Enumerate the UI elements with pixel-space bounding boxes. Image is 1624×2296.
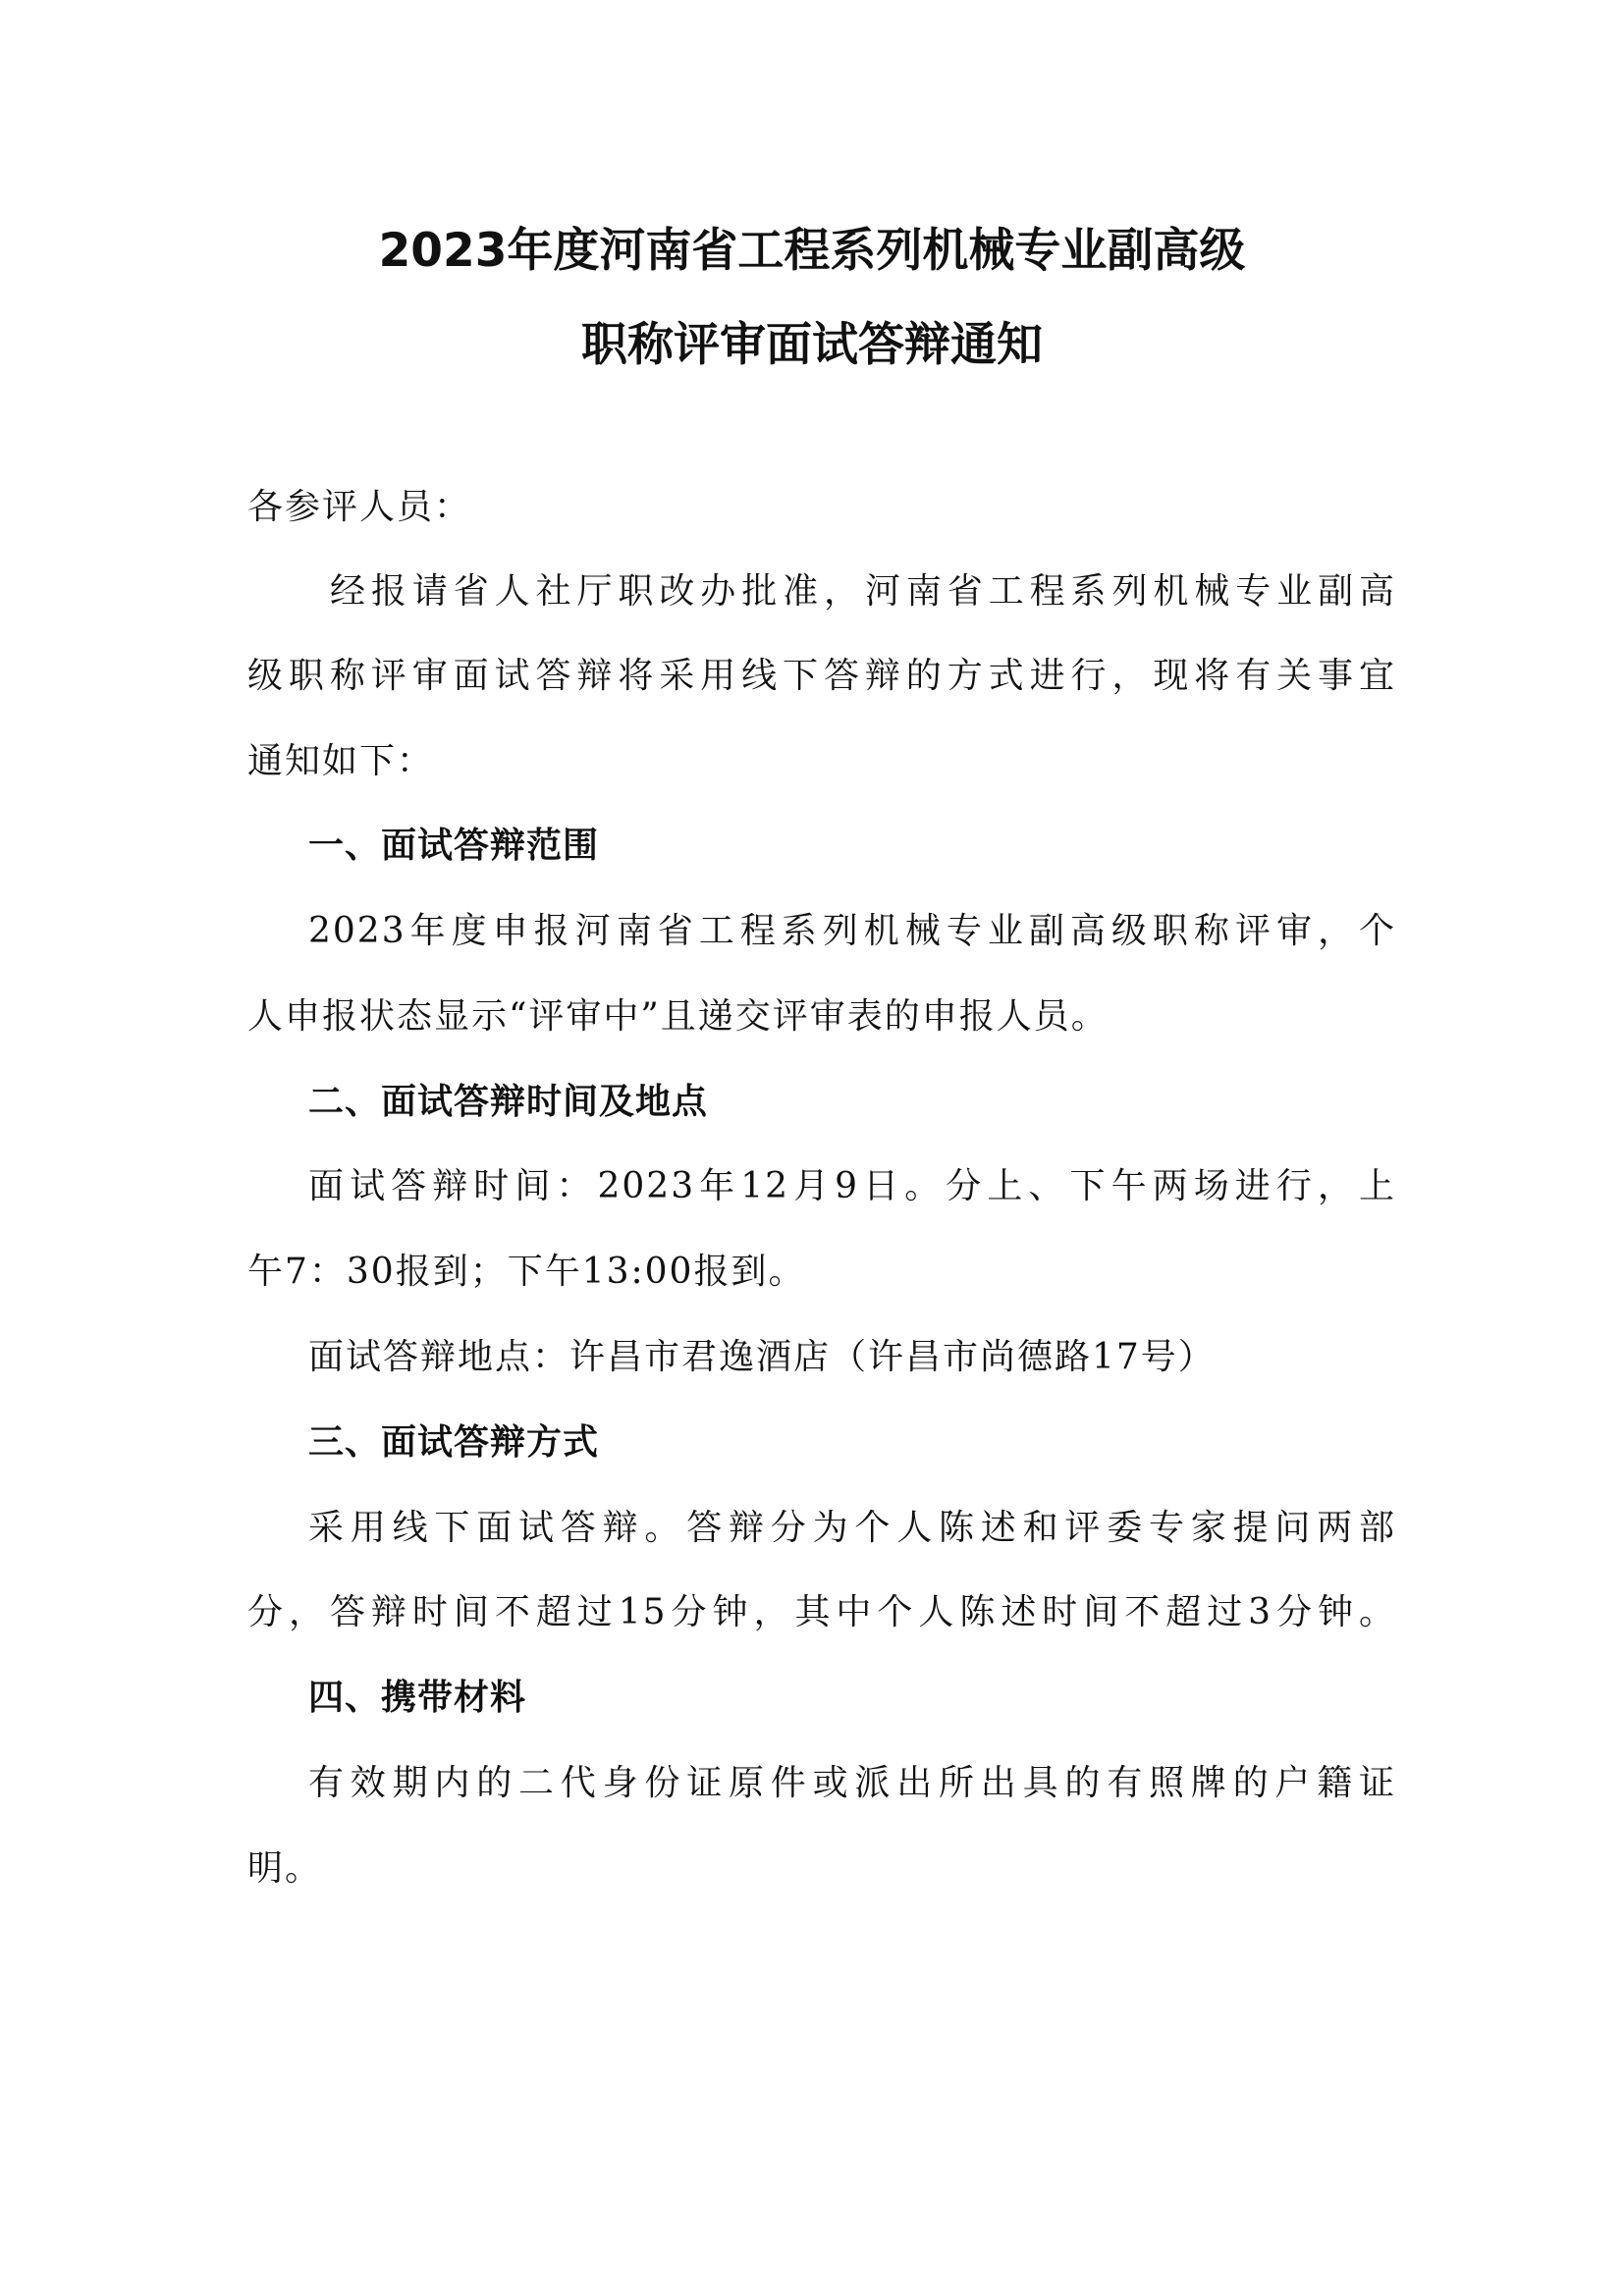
- document-title: [0, 204, 1624, 393]
- section-heading-materials: 四、携带材料: [308, 1678, 527, 1718]
- time-line-1: 面试答辩时间：2023年12月9日。分上、下午两场进行，上: [308, 1166, 1396, 1206]
- intro-line-3: 通知如下：: [247, 741, 435, 781]
- section-heading-method: 三、面试答辩方式: [308, 1422, 600, 1463]
- scope-line-1: 2023年度申报河南省工程系列机械专业副高级职称评审，个: [308, 911, 1396, 951]
- title-line-2: 职称评审面试答辩通知: [581, 318, 1043, 372]
- salutation: 各参评人员：: [247, 487, 472, 527]
- intro-line-1: 经报请省人社厅职改办批准，河南省工程系列机械专业副高: [330, 571, 1396, 612]
- section-heading-scope: 一、面试答辩范围: [308, 826, 600, 866]
- intro-line-2: 级职称评审面试答辩将采用线下答辩的方式进行，现将有关事宜: [247, 656, 1396, 696]
- materials-line-1: 有效期内的二代身份证原件或派出所出具的有照牌的户籍证: [308, 1763, 1396, 1803]
- scope-line-2: 人申报状态显示“评审中”且递交评审表的申报人员。: [247, 996, 1109, 1037]
- materials-line-2: 明。: [247, 1848, 323, 1889]
- section-heading-time-place: 二、面试答辩时间及地点: [308, 1082, 709, 1122]
- title-line-1: 2023年度河南省工程系列机械专业副高级: [378, 224, 1246, 278]
- method-line-1: 采用线下面试答辩。答辩分为个人陈述和评委专家提问两部: [308, 1508, 1396, 1548]
- time-line-2: 午7：30报到；下午13:00报到。: [247, 1252, 806, 1292]
- place-line: 面试答辩地点：许昌市君逸酒店（许昌市尚德路17号）: [308, 1337, 1216, 1377]
- method-line-2: 分，答辩时间不超过15分钟，其中个人陈述时间不超过3分钟。: [247, 1592, 1396, 1632]
